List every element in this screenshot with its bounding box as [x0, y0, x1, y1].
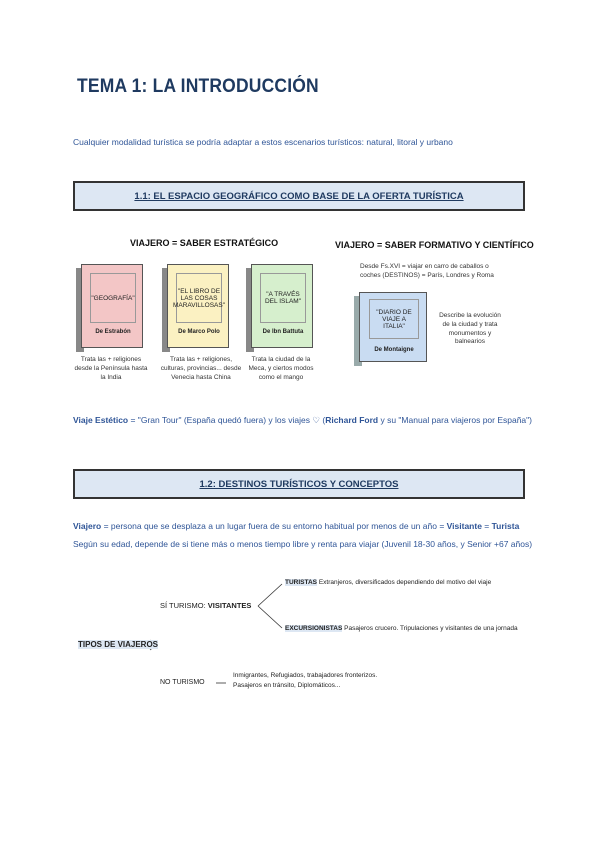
book-author: De Montaigne — [374, 347, 414, 353]
section-1-heading — [73, 181, 525, 211]
viajero-term: Viajero — [73, 521, 102, 531]
viaje-estetico-text-2: y su "Manual para viajeros por España") — [378, 415, 533, 425]
si-turismo-node — [160, 601, 251, 610]
book-author: De Ibn Battuta — [262, 329, 304, 335]
book-note: Trata las + religiones desde la Península hasta la India — [74, 356, 148, 381]
viaje-estetico-line — [73, 415, 532, 426]
visitantes-label: VISITANTES — [207, 601, 252, 610]
si-turismo-label: SÍ TURISMO: — [160, 601, 208, 610]
viajero-formativo-label: VIAJERO = SABER FORMATIVO Y CIENTÍFICO — [335, 240, 534, 250]
book-author: De Estrabón — [95, 329, 131, 335]
viajero-def-text: = persona que se desplaza a un lugar fuera de su entorno habitual por menos de un año = — [101, 521, 447, 531]
viajero-definition — [73, 521, 519, 531]
formativo-top-note: Desde Fs.XVI = viajar en carro de caballos o coches (DESTINOS) = París, Londres y Roma — [360, 263, 494, 279]
intro-text: Cualquier modalidad turística se podría adaptar a estos escenarios turísticos: natural, litoral y urbano — [73, 137, 453, 147]
book-title: "A TRAVÉS DEL ISLAM" — [260, 273, 306, 323]
excursionistas-label: EXCURSIONISTAS — [285, 625, 343, 632]
no-turismo-line-2: Pasajeros en tránsito, Diplomáticos... — [233, 681, 341, 689]
turistas-text: Extranjeros, diversificados dependiendo del motivo del viaje — [318, 579, 492, 586]
page-title: TEMA 1: LA INTRODUCCIÓN — [77, 76, 319, 97]
edad-line: Según su edad, depende de si tiene más o menos tiempo libre y renta para viajar (Juvenil 18-30 años, y Senior +67 años) — [73, 539, 533, 549]
section-1-title: 1.1: EL ESPACIO GEOGRÁFICO COMO BASE DE LA OFERTA TURÍSTICA — [134, 190, 464, 202]
book-title: "DIARIO DE VIAJE A ITALIA" — [369, 299, 419, 339]
book-maravillosas — [162, 264, 228, 348]
tipos-root-label: TIPOS DE VIAJEROS — [78, 640, 159, 649]
viaje-estetico-text: = "Gran Tour" (España quedó fuera) y los viajes ♡ ( — [128, 415, 326, 425]
tipos-root — [78, 640, 158, 649]
viajero-estrategico-label: VIAJERO = SABER ESTRATÉGICO — [130, 238, 279, 248]
book-note: Trata las + religiones, culturas, provincias... desde Venecia hasta China — [160, 356, 242, 381]
turistas-label: TURISTAS — [285, 579, 318, 586]
book-geografia — [76, 264, 142, 348]
section-2-heading — [73, 469, 525, 499]
richard-ford: Richard Ford — [325, 415, 379, 425]
no-turismo-detail — [233, 671, 377, 691]
excursionistas-node — [285, 625, 518, 632]
turistas-node — [285, 579, 491, 586]
formativo-side-note: Describe la evolución de la ciudad y trata monumentos y balnearios — [439, 312, 501, 346]
book-diario-italia — [354, 292, 426, 362]
section-2-title: 1.2: DESTINOS TURÍSTICOS Y CONCEPTOS — [199, 478, 399, 490]
book-author: De Marco Polo — [178, 329, 220, 335]
excursionistas-text: Pasajeros crucero. Tripulaciones y visitantes de una jornada — [344, 625, 518, 632]
equals-text: = — [481, 521, 492, 531]
no-turismo-line-1: Inmigrantes, Refugiados, trabajadores fronterizos. — [233, 672, 378, 679]
no-turismo-label: NO TURISMO — [160, 679, 205, 686]
book-title: "GEOGRAFÍA" — [90, 273, 136, 323]
turista-term: Turista — [491, 521, 520, 531]
viaje-estetico-term: Viaje Estético — [73, 415, 129, 425]
book-title: "EL LIBRO DE LAS COSAS MARAVILLOSAS" — [176, 273, 222, 323]
book-note: Trata la ciudad de la Meca, y ciertos modos como el mango — [248, 356, 314, 381]
book-islam — [246, 264, 312, 348]
visitante-term: Visitante — [446, 521, 482, 531]
